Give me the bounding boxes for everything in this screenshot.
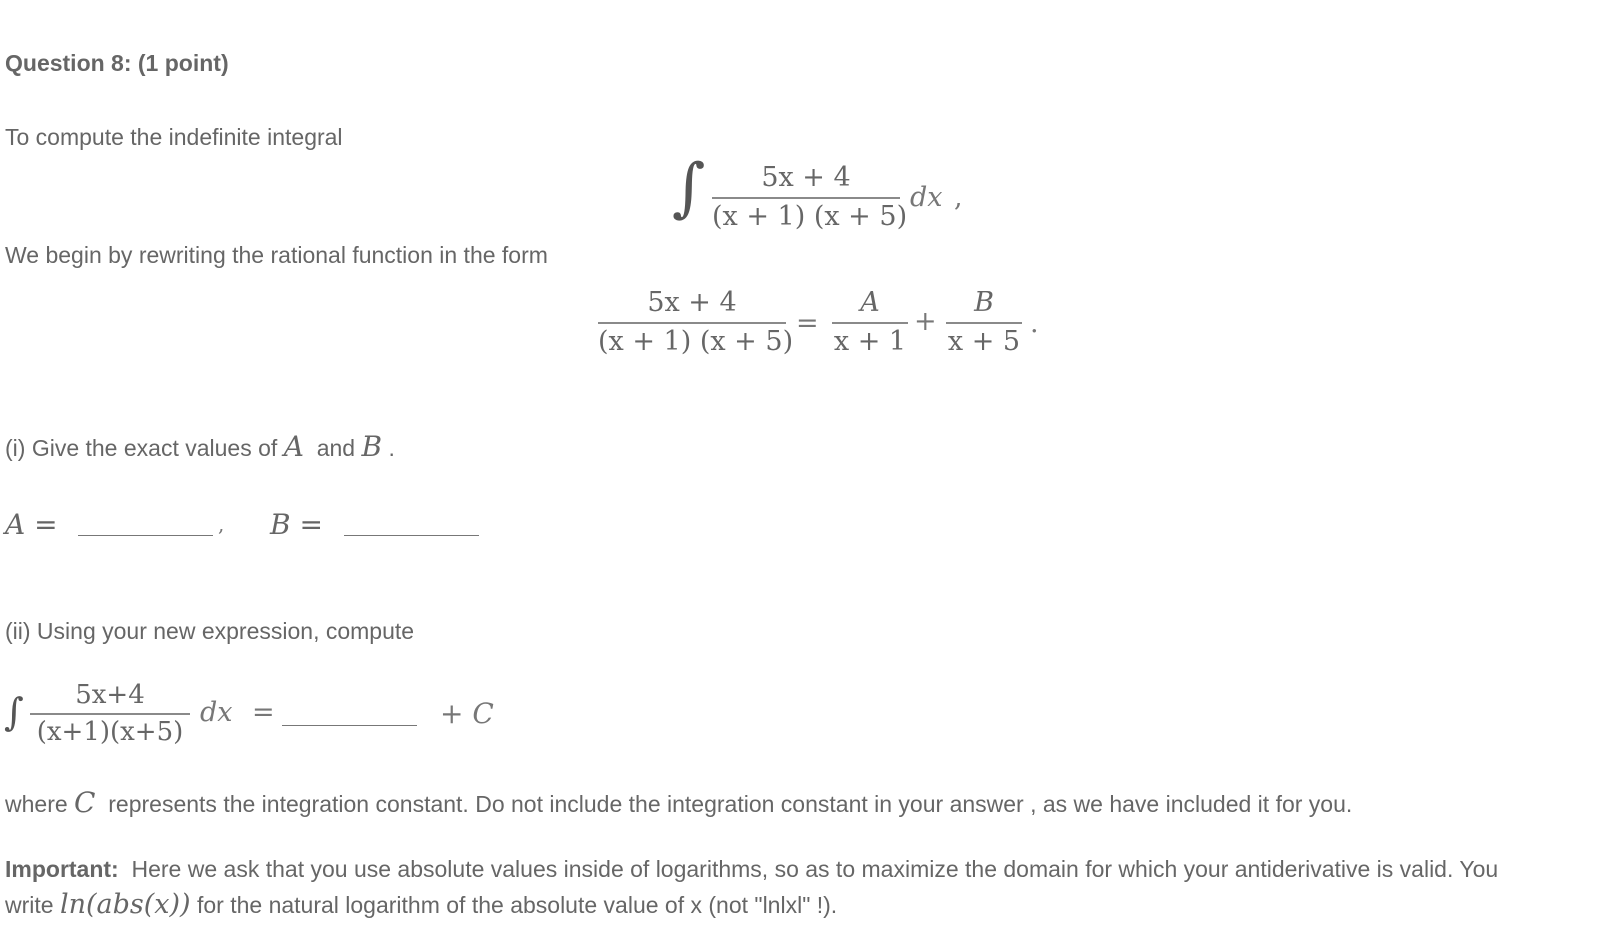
integral-answer-input[interactable]: [282, 725, 417, 726]
pf-b-numerator: B: [974, 287, 994, 318]
part-i-var-b: B: [361, 430, 383, 463]
where-rest: represents the integration constant. Do not include the integration constant in your answer , as we have included it for you.: [108, 791, 1353, 817]
rewrite-intro-text: We begin by rewriting the rational function in the form: [5, 242, 548, 268]
pf-period: .: [1030, 308, 1039, 339]
b-label: B =: [270, 508, 323, 541]
part-ii-equals: =: [252, 697, 275, 728]
write-rest: for the natural logarithm of the absolute value of x (not "lnlxl" !).: [196, 892, 838, 918]
intro-text: To compute the indefinite integral: [5, 124, 343, 150]
part-ii-denominator: (x+1)(x+5): [36, 717, 184, 747]
integral-comma: ,: [954, 182, 963, 213]
plus-c: + C: [440, 697, 494, 730]
a-label: A =: [5, 508, 58, 541]
ln-abs-expression: ln(abs(x)): [59, 889, 191, 920]
pf-b-fraction: [946, 287, 1022, 357]
part-i-and: and: [316, 435, 356, 461]
important-text: Here we ask that you use absolute values inside of logarithms, so as to maximize the domain for which your antiderivative is valid. You: [131, 856, 1499, 882]
part-ii-numerator: 5x+4: [75, 680, 145, 710]
integral-fraction: [712, 162, 908, 232]
pf-a-numerator: A: [860, 287, 880, 318]
pf-equals: =: [796, 308, 819, 339]
important-line-1: [5, 856, 1498, 884]
pf-a-denominator: x + 1: [833, 326, 907, 357]
integral-denominator: (x + 1) (x + 5): [712, 201, 908, 232]
where-var-c: C: [74, 786, 96, 819]
integral-sign: ∫: [672, 151, 706, 225]
a-b-separator: ,: [218, 512, 225, 536]
pf-lhs-denominator: (x + 1) (x + 5): [598, 326, 794, 357]
question-title: Question 8: (1 point): [5, 50, 229, 76]
write-word: write: [5, 892, 54, 918]
part-ii-dx: dx: [200, 697, 233, 728]
pf-a-fraction: [832, 287, 908, 357]
pf-lhs-numerator: 5x + 4: [647, 287, 737, 318]
part-i-var-a: A: [283, 430, 304, 463]
pf-lhs-fraction: [598, 287, 794, 357]
pf-plus: +: [914, 306, 937, 337]
part-i-suffix: .: [388, 435, 395, 461]
part-ii-fraction: [30, 680, 190, 747]
b-answer-input[interactable]: [344, 535, 479, 536]
integral-numerator: 5x + 4: [761, 162, 851, 193]
part-i-prompt: [5, 430, 395, 464]
where-note: [5, 786, 1352, 820]
where-word: where: [5, 791, 68, 817]
part-i-prefix: (i) Give the exact values of: [5, 435, 278, 461]
a-answer-input[interactable]: [78, 535, 213, 536]
important-line-2: [5, 889, 837, 921]
pf-b-denominator: x + 5: [947, 326, 1021, 357]
important-label: Important:: [5, 856, 119, 882]
integral-dx: dx: [910, 182, 943, 213]
part-ii-integral-sign: ∫: [4, 690, 24, 734]
part-ii-prompt: (ii) Using your new expression, compute: [5, 618, 415, 644]
